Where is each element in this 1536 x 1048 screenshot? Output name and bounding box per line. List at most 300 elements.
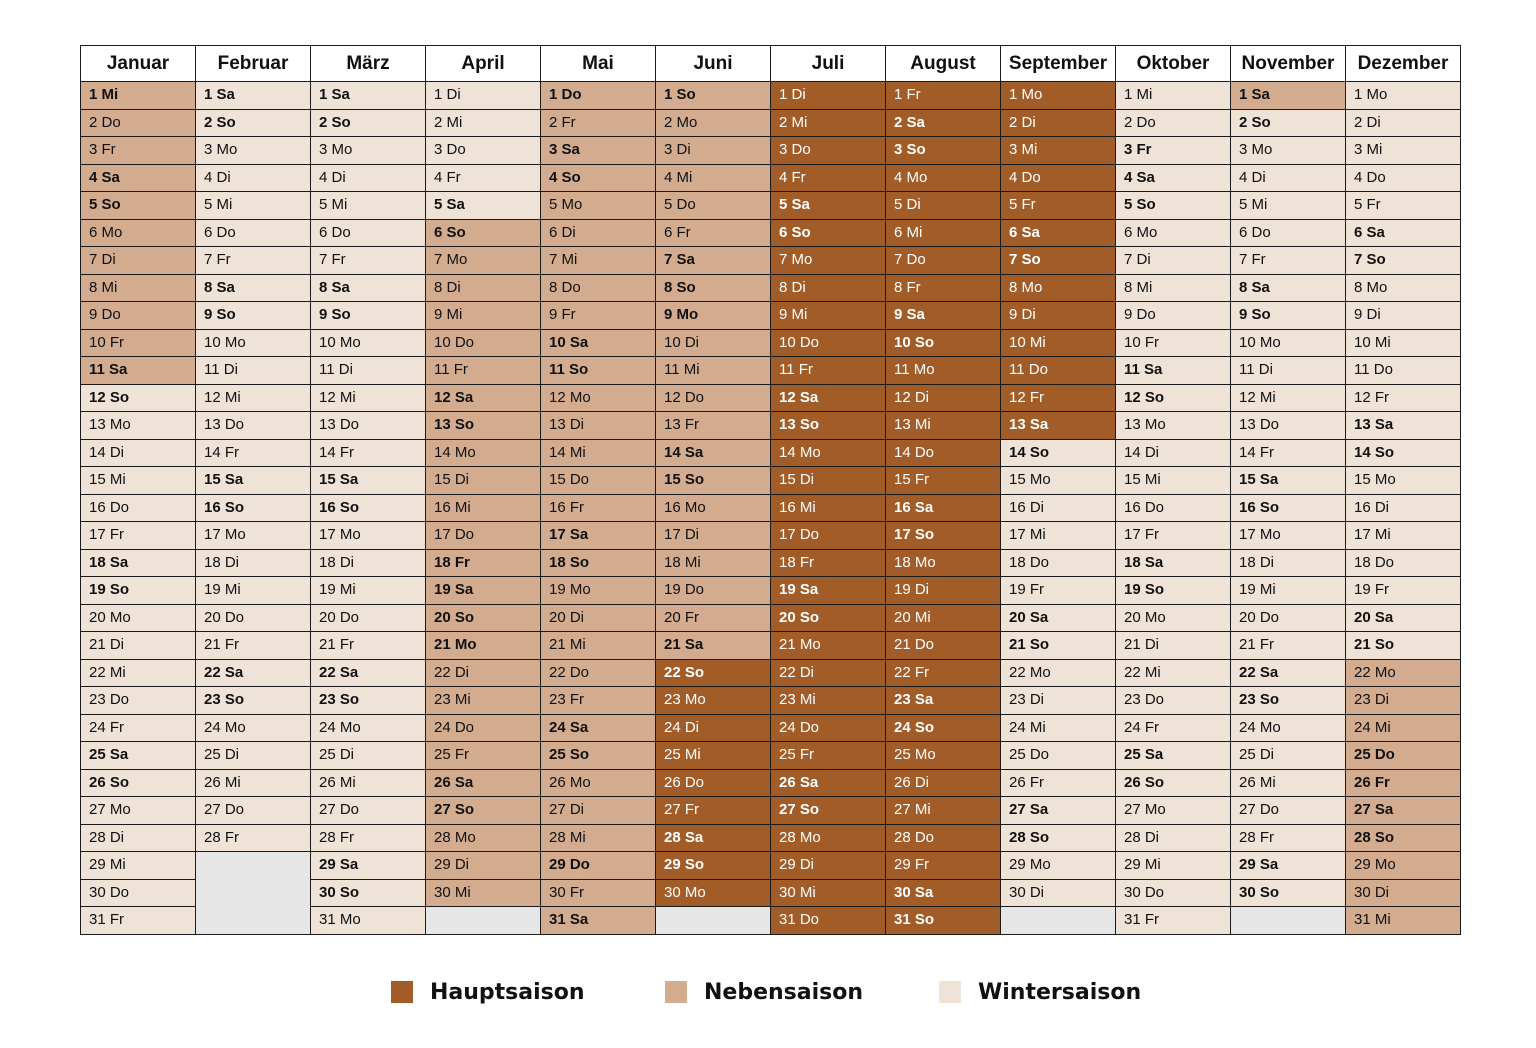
day-cell: 14 Mo xyxy=(426,439,541,467)
day-cell: 10 Do xyxy=(426,329,541,357)
day-cell: 8 Mi xyxy=(81,274,196,302)
day-cell: 16 Do xyxy=(1116,494,1231,522)
day-cell: 14 Mo xyxy=(771,439,886,467)
day-cell: 22 Mi xyxy=(1116,659,1231,687)
day-cell: 12 So xyxy=(1116,384,1231,412)
day-cell: 22 Mi xyxy=(81,659,196,687)
day-cell: 3 Fr xyxy=(81,137,196,165)
day-cell: 23 Mo xyxy=(656,687,771,715)
day-cell: 23 Mi xyxy=(426,687,541,715)
day-cell: 12 Sa xyxy=(426,384,541,412)
calendar-body xyxy=(81,82,1461,935)
day-cell: 29 Mi xyxy=(1116,852,1231,880)
day-cell: 13 Sa xyxy=(1001,412,1116,440)
day-cell: 5 Mi xyxy=(196,192,311,220)
day-cell: 11 Di xyxy=(196,357,311,385)
day-cell: 19 So xyxy=(1116,577,1231,605)
day-cell: 13 Do xyxy=(311,412,426,440)
day-cell: 26 Mi xyxy=(196,769,311,797)
day-cell: 12 Mi xyxy=(1231,384,1346,412)
day-cell: 15 Sa xyxy=(311,467,426,495)
day-cell: 4 Di xyxy=(196,164,311,192)
day-cell: 3 Mi xyxy=(1001,137,1116,165)
day-cell: 21 So xyxy=(1001,632,1116,660)
day-cell: 12 So xyxy=(81,384,196,412)
day-cell: 6 So xyxy=(771,219,886,247)
day-cell: 25 Mi xyxy=(656,742,771,770)
day-cell: 19 Fr xyxy=(1346,577,1461,605)
day-cell: 26 Di xyxy=(886,769,1001,797)
day-cell: 12 Di xyxy=(886,384,1001,412)
month-header-august: August xyxy=(886,46,1001,82)
day-cell: 6 Mo xyxy=(1116,219,1231,247)
day-row xyxy=(81,632,1461,660)
day-cell: 17 Do xyxy=(426,522,541,550)
day-cell: 25 Fr xyxy=(426,742,541,770)
day-cell: 23 Fr xyxy=(541,687,656,715)
day-cell: 14 Fr xyxy=(196,439,311,467)
day-cell: 19 Mi xyxy=(1231,577,1346,605)
day-cell: 25 Di xyxy=(1231,742,1346,770)
day-cell: 16 So xyxy=(196,494,311,522)
day-cell: 12 Fr xyxy=(1346,384,1461,412)
day-row xyxy=(81,577,1461,605)
day-cell: 2 So xyxy=(311,109,426,137)
day-cell: 31 Fr xyxy=(1116,907,1231,935)
day-cell: 7 Sa xyxy=(656,247,771,275)
month-header-februar: Februar xyxy=(196,46,311,82)
day-cell: 21 Fr xyxy=(1231,632,1346,660)
day-cell: 30 Do xyxy=(1116,879,1231,907)
day-cell: 8 Mo xyxy=(1001,274,1116,302)
day-cell: 16 Mi xyxy=(426,494,541,522)
day-cell: 27 Mo xyxy=(81,797,196,825)
day-cell: 15 Mo xyxy=(1001,467,1116,495)
day-row xyxy=(81,852,1461,880)
day-cell: 13 So xyxy=(426,412,541,440)
day-cell: 22 Di xyxy=(771,659,886,687)
day-cell: 21 Di xyxy=(81,632,196,660)
day-cell: 9 So xyxy=(311,302,426,330)
day-cell: 27 So xyxy=(426,797,541,825)
day-cell: 1 Mo xyxy=(1001,82,1116,110)
day-cell: 4 Fr xyxy=(426,164,541,192)
day-cell: 6 So xyxy=(426,219,541,247)
month-header-juni: Juni xyxy=(656,46,771,82)
day-cell: 2 Di xyxy=(1001,109,1116,137)
day-cell: 10 Mo xyxy=(196,329,311,357)
day-cell: 24 Do xyxy=(426,714,541,742)
day-cell: 26 So xyxy=(1116,769,1231,797)
day-cell: 20 Mo xyxy=(81,604,196,632)
day-row xyxy=(81,742,1461,770)
day-cell: 19 Mo xyxy=(541,577,656,605)
day-cell: 19 Mi xyxy=(311,577,426,605)
day-cell: 18 Fr xyxy=(426,549,541,577)
day-cell: 21 Fr xyxy=(311,632,426,660)
day-cell: 10 Mo xyxy=(1231,329,1346,357)
day-cell: 20 Do xyxy=(1231,604,1346,632)
day-cell: 24 Fr xyxy=(1116,714,1231,742)
day-cell: 25 Do xyxy=(1346,742,1461,770)
day-cell: 4 So xyxy=(541,164,656,192)
day-cell: 3 Mo xyxy=(311,137,426,165)
day-cell: 20 Sa xyxy=(1346,604,1461,632)
day-cell: 24 Mi xyxy=(1001,714,1116,742)
day-cell: 15 Mi xyxy=(1116,467,1231,495)
day-cell: 12 Sa xyxy=(771,384,886,412)
day-cell: 19 So xyxy=(81,577,196,605)
day-cell: 2 Mi xyxy=(771,109,886,137)
day-cell: 18 Di xyxy=(311,549,426,577)
day-cell: 27 Do xyxy=(311,797,426,825)
day-cell: 13 Mo xyxy=(81,412,196,440)
day-cell: 23 Mi xyxy=(771,687,886,715)
day-cell: 29 Sa xyxy=(1231,852,1346,880)
day-row xyxy=(81,659,1461,687)
day-cell: 31 Do xyxy=(771,907,886,935)
day-cell: 10 So xyxy=(886,329,1001,357)
day-cell: 22 Fr xyxy=(886,659,1001,687)
day-cell: 22 So xyxy=(656,659,771,687)
day-cell: 30 So xyxy=(1231,879,1346,907)
day-row xyxy=(81,604,1461,632)
day-cell: 20 Do xyxy=(196,604,311,632)
month-header-märz: März xyxy=(311,46,426,82)
day-cell: 9 So xyxy=(196,302,311,330)
day-cell: 5 Fr xyxy=(1346,192,1461,220)
day-cell: 22 Sa xyxy=(311,659,426,687)
day-cell: 30 Mi xyxy=(771,879,886,907)
day-cell: 13 Sa xyxy=(1346,412,1461,440)
day-cell: 10 Fr xyxy=(81,329,196,357)
day-cell: 28 Mo xyxy=(426,824,541,852)
day-cell: 6 Do xyxy=(196,219,311,247)
day-row xyxy=(81,357,1461,385)
day-row xyxy=(81,769,1461,797)
day-cell: 23 Di xyxy=(1346,687,1461,715)
day-cell: 23 Sa xyxy=(886,687,1001,715)
day-cell: 5 Di xyxy=(886,192,1001,220)
day-cell: 7 Fr xyxy=(196,247,311,275)
day-cell: 5 Mo xyxy=(541,192,656,220)
empty-cell xyxy=(1001,907,1116,935)
day-cell: 9 Do xyxy=(1116,302,1231,330)
day-cell: 15 So xyxy=(656,467,771,495)
day-cell: 30 Mi xyxy=(426,879,541,907)
day-cell: 5 So xyxy=(81,192,196,220)
day-cell: 12 Mo xyxy=(541,384,656,412)
day-cell: 29 Do xyxy=(541,852,656,880)
day-cell: 26 Do xyxy=(656,769,771,797)
day-row xyxy=(81,494,1461,522)
day-cell: 10 Mo xyxy=(311,329,426,357)
day-cell: 16 Sa xyxy=(886,494,1001,522)
day-cell: 25 Mo xyxy=(886,742,1001,770)
day-row xyxy=(81,522,1461,550)
day-cell: 6 Di xyxy=(541,219,656,247)
day-cell: 14 Mi xyxy=(541,439,656,467)
day-cell: 3 Do xyxy=(426,137,541,165)
day-cell: 14 Fr xyxy=(311,439,426,467)
day-cell: 3 Sa xyxy=(541,137,656,165)
day-cell: 10 Sa xyxy=(541,329,656,357)
day-cell: 10 Do xyxy=(771,329,886,357)
day-cell: 29 Mo xyxy=(1346,852,1461,880)
day-cell: 1 Mo xyxy=(1346,82,1461,110)
day-cell: 11 Mo xyxy=(886,357,1001,385)
day-cell: 29 Sa xyxy=(311,852,426,880)
day-cell: 2 Mo xyxy=(656,109,771,137)
day-row xyxy=(81,109,1461,137)
day-cell: 4 Sa xyxy=(1116,164,1231,192)
legend-item-wintersaison xyxy=(939,977,1141,1007)
day-row xyxy=(81,329,1461,357)
day-cell: 13 Do xyxy=(1231,412,1346,440)
day-cell: 18 Di xyxy=(1231,549,1346,577)
day-cell: 1 Di xyxy=(426,82,541,110)
day-cell: 2 So xyxy=(196,109,311,137)
day-row xyxy=(81,824,1461,852)
day-cell: 16 Do xyxy=(81,494,196,522)
day-cell: 10 Mi xyxy=(1346,329,1461,357)
day-cell: 7 So xyxy=(1346,247,1461,275)
day-cell: 22 Sa xyxy=(196,659,311,687)
day-row xyxy=(81,219,1461,247)
day-cell: 11 So xyxy=(541,357,656,385)
day-cell: 23 Do xyxy=(81,687,196,715)
day-cell: 24 Sa xyxy=(541,714,656,742)
day-cell: 30 Fr xyxy=(541,879,656,907)
day-cell: 2 Fr xyxy=(541,109,656,137)
day-cell: 13 So xyxy=(771,412,886,440)
day-row xyxy=(81,412,1461,440)
day-cell: 28 Do xyxy=(886,824,1001,852)
day-cell: 7 Mo xyxy=(426,247,541,275)
day-cell: 26 So xyxy=(81,769,196,797)
day-cell: 24 Fr xyxy=(81,714,196,742)
day-cell: 17 Fr xyxy=(81,522,196,550)
day-cell: 16 Di xyxy=(1346,494,1461,522)
day-cell: 25 Fr xyxy=(771,742,886,770)
day-cell: 16 Di xyxy=(1001,494,1116,522)
day-cell: 8 Sa xyxy=(1231,274,1346,302)
day-cell: 3 Fr xyxy=(1116,137,1231,165)
day-cell: 27 Sa xyxy=(1346,797,1461,825)
hauptsaison-swatch xyxy=(391,981,413,1003)
day-cell: 2 Do xyxy=(1116,109,1231,137)
month-header-oktober: Oktober xyxy=(1116,46,1231,82)
day-cell: 1 Sa xyxy=(311,82,426,110)
day-cell: 11 Do xyxy=(1001,357,1116,385)
day-cell: 26 Fr xyxy=(1001,769,1116,797)
day-cell: 26 Sa xyxy=(426,769,541,797)
month-header-september: September xyxy=(1001,46,1116,82)
day-cell: 10 Mi xyxy=(1001,329,1116,357)
day-cell: 4 Di xyxy=(311,164,426,192)
day-cell: 28 Di xyxy=(81,824,196,852)
day-cell: 4 Mi xyxy=(656,164,771,192)
wintersaison-swatch xyxy=(939,981,961,1003)
day-cell: 6 Sa xyxy=(1001,219,1116,247)
day-cell: 7 So xyxy=(1001,247,1116,275)
day-row xyxy=(81,384,1461,412)
day-cell: 23 So xyxy=(196,687,311,715)
day-cell: 26 Mi xyxy=(1231,769,1346,797)
day-cell: 17 Mo xyxy=(311,522,426,550)
day-cell: 28 Fr xyxy=(196,824,311,852)
day-cell: 21 So xyxy=(1346,632,1461,660)
day-cell: 3 Mo xyxy=(1231,137,1346,165)
day-cell: 18 Mi xyxy=(656,549,771,577)
day-cell: 11 Fr xyxy=(771,357,886,385)
day-cell: 13 Di xyxy=(541,412,656,440)
day-cell: 12 Fr xyxy=(1001,384,1116,412)
day-row xyxy=(81,549,1461,577)
day-cell: 25 Do xyxy=(1001,742,1116,770)
month-header-row xyxy=(81,46,1461,82)
day-cell: 14 Fr xyxy=(1231,439,1346,467)
empty-cell xyxy=(426,907,541,935)
day-cell: 15 Di xyxy=(426,467,541,495)
day-cell: 16 So xyxy=(1231,494,1346,522)
day-cell: 24 Mo xyxy=(1231,714,1346,742)
day-cell: 3 Di xyxy=(656,137,771,165)
day-cell: 23 Do xyxy=(1116,687,1231,715)
day-cell: 7 Do xyxy=(886,247,1001,275)
day-cell: 31 Mo xyxy=(311,907,426,935)
day-cell: 31 So xyxy=(886,907,1001,935)
day-cell: 4 Sa xyxy=(81,164,196,192)
day-cell: 5 So xyxy=(1116,192,1231,220)
day-row xyxy=(81,302,1461,330)
day-cell: 17 Sa xyxy=(541,522,656,550)
day-cell: 9 Sa xyxy=(886,302,1001,330)
day-cell: 3 So xyxy=(886,137,1001,165)
empty-cell xyxy=(1231,907,1346,935)
day-cell: 17 Mo xyxy=(1231,522,1346,550)
day-row xyxy=(81,797,1461,825)
day-cell: 13 Mo xyxy=(1116,412,1231,440)
day-cell: 28 Fr xyxy=(1231,824,1346,852)
day-cell: 30 Do xyxy=(81,879,196,907)
day-cell: 26 Mo xyxy=(541,769,656,797)
day-cell: 17 So xyxy=(886,522,1001,550)
day-cell: 18 Di xyxy=(196,549,311,577)
month-header-juli: Juli xyxy=(771,46,886,82)
day-cell: 23 So xyxy=(1231,687,1346,715)
day-cell: 8 Do xyxy=(541,274,656,302)
day-cell: 15 Mi xyxy=(81,467,196,495)
day-cell: 22 Sa xyxy=(1231,659,1346,687)
day-cell: 24 Mo xyxy=(196,714,311,742)
day-row xyxy=(81,192,1461,220)
day-cell: 7 Fr xyxy=(311,247,426,275)
day-cell: 18 Fr xyxy=(771,549,886,577)
day-cell: 11 Di xyxy=(1231,357,1346,385)
day-cell: 19 Do xyxy=(656,577,771,605)
day-cell: 5 Sa xyxy=(771,192,886,220)
day-cell: 8 Sa xyxy=(196,274,311,302)
day-cell: 15 Sa xyxy=(1231,467,1346,495)
day-cell: 25 Di xyxy=(311,742,426,770)
day-row xyxy=(81,714,1461,742)
day-cell: 16 Mo xyxy=(656,494,771,522)
day-cell: 2 Mi xyxy=(426,109,541,137)
day-cell: 28 Sa xyxy=(656,824,771,852)
day-cell: 4 Fr xyxy=(771,164,886,192)
day-cell: 15 Sa xyxy=(196,467,311,495)
day-cell: 27 So xyxy=(771,797,886,825)
day-row xyxy=(81,687,1461,715)
day-cell: 30 Di xyxy=(1346,879,1461,907)
day-row xyxy=(81,247,1461,275)
day-cell: 18 Sa xyxy=(81,549,196,577)
empty-cell xyxy=(196,852,311,935)
day-cell: 13 Do xyxy=(196,412,311,440)
day-cell: 22 Di xyxy=(426,659,541,687)
day-cell: 16 Fr xyxy=(541,494,656,522)
season-calendar xyxy=(80,45,1461,935)
day-cell: 22 Mo xyxy=(1346,659,1461,687)
day-cell: 31 Fr xyxy=(81,907,196,935)
day-cell: 20 Do xyxy=(311,604,426,632)
day-cell: 2 Do xyxy=(81,109,196,137)
day-cell: 29 Di xyxy=(771,852,886,880)
day-cell: 24 So xyxy=(886,714,1001,742)
day-cell: 17 Fr xyxy=(1116,522,1231,550)
day-cell: 3 Mo xyxy=(196,137,311,165)
month-header-april: April xyxy=(426,46,541,82)
day-cell: 16 Mi xyxy=(771,494,886,522)
day-cell: 28 Mo xyxy=(771,824,886,852)
nebensaison-swatch xyxy=(665,981,687,1003)
month-header-dezember: Dezember xyxy=(1346,46,1461,82)
day-cell: 8 Sa xyxy=(311,274,426,302)
day-cell: 28 So xyxy=(1001,824,1116,852)
day-cell: 11 Sa xyxy=(1116,357,1231,385)
day-cell: 1 Mi xyxy=(81,82,196,110)
day-row xyxy=(81,439,1461,467)
day-cell: 2 Sa xyxy=(886,109,1001,137)
empty-cell xyxy=(656,907,771,935)
day-cell: 8 So xyxy=(656,274,771,302)
day-cell: 5 Fr xyxy=(1001,192,1116,220)
day-cell: 25 So xyxy=(541,742,656,770)
day-cell: 30 So xyxy=(311,879,426,907)
day-cell: 9 Mo xyxy=(656,302,771,330)
day-cell: 25 Sa xyxy=(81,742,196,770)
day-cell: 14 Di xyxy=(81,439,196,467)
day-cell: 8 Di xyxy=(426,274,541,302)
day-cell: 2 So xyxy=(1231,109,1346,137)
day-cell: 26 Sa xyxy=(771,769,886,797)
day-cell: 21 Fr xyxy=(196,632,311,660)
day-cell: 23 So xyxy=(311,687,426,715)
day-cell: 1 Sa xyxy=(1231,82,1346,110)
day-cell: 4 Do xyxy=(1346,164,1461,192)
day-row xyxy=(81,164,1461,192)
month-header-november: November xyxy=(1231,46,1346,82)
day-cell: 1 Mi xyxy=(1116,82,1231,110)
day-cell: 27 Mi xyxy=(886,797,1001,825)
day-cell: 14 So xyxy=(1001,439,1116,467)
day-cell: 4 Di xyxy=(1231,164,1346,192)
day-cell: 29 Di xyxy=(426,852,541,880)
day-cell: 13 Mi xyxy=(886,412,1001,440)
day-cell: 18 So xyxy=(541,549,656,577)
day-cell: 18 Mo xyxy=(886,549,1001,577)
